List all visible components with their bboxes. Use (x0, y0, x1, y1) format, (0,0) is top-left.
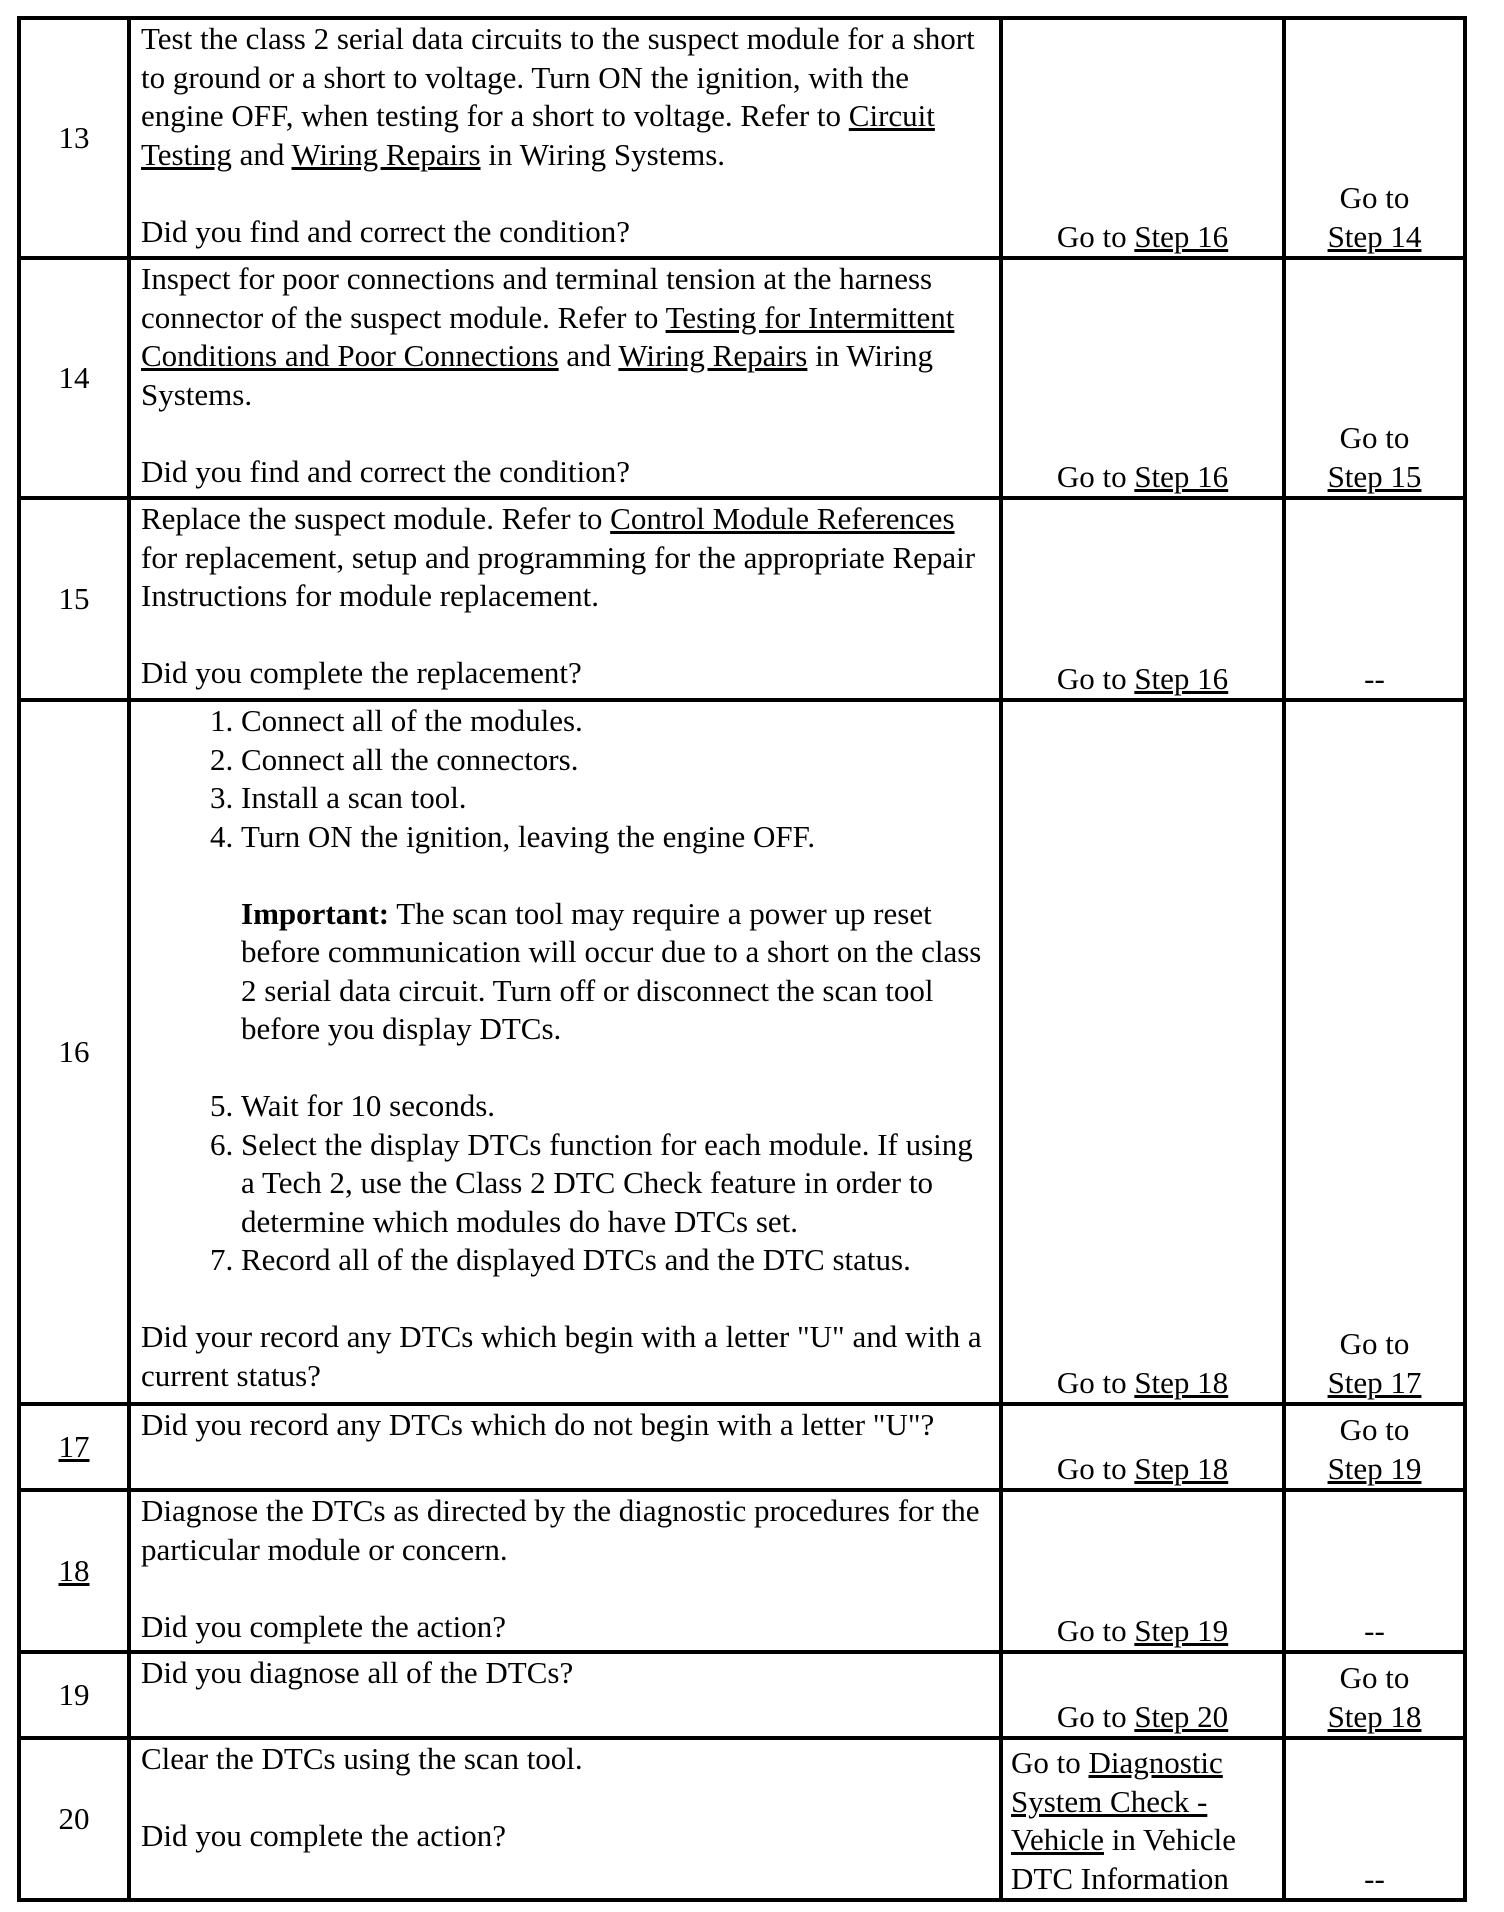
step-action: Replace the suspect module. Refer to Control Module References for replacement, setup and programming for the appropriate Repair Instructions for module replacement. Did you complete the replacement? (129, 498, 1001, 700)
step-yes: Go to Step 20 (1001, 1652, 1284, 1738)
important-note: Important: The scan tool may require a power up reset before communication will occur due to a short on the class 2 serial data circuit. Turn off or disconnect the scan tool before you display DTCs. (241, 895, 982, 1046)
step-action (129, 700, 1001, 1404)
link-step-18[interactable]: Step 18 (1327, 1698, 1422, 1734)
table-row (19, 1404, 1465, 1490)
step-question: Did you find and correct the condition? (141, 213, 630, 249)
link-step-16[interactable]: Step 16 (1134, 218, 1229, 254)
step-no: -- (1284, 1490, 1465, 1652)
step-action: Test the class 2 serial data circuits to the suspect module for a short to ground or a short to voltage. Turn ON the ignition, with the engine OFF, when testing for a short to voltage. Refer to Circuit Testing and Wiring Repairs in Wiring Systems. Did you find and correct the condition? (129, 18, 1001, 258)
table-row (19, 498, 1465, 700)
step-no: Go to Step 14 (1284, 18, 1465, 258)
link-step-19[interactable]: Step 19 (1134, 1612, 1229, 1648)
link-step-17[interactable]: Step 17 (1327, 1364, 1422, 1400)
step-question: Did you complete the action? (141, 1818, 506, 1853)
link-wiring-repairs[interactable]: Wiring Repairs (618, 338, 808, 373)
step-yes: Go to Step 16 (1001, 498, 1284, 700)
step-action (129, 1404, 1001, 1490)
step-number: 19 (19, 1652, 129, 1738)
step-no: -- (1284, 498, 1465, 700)
step-no: -- (1284, 1738, 1465, 1900)
step-number: 14 (19, 258, 129, 498)
link-step-15[interactable]: Step 15 (1327, 458, 1422, 494)
step-yes: Go to Step 19 (1001, 1490, 1284, 1652)
link-step-20[interactable]: Step 20 (1134, 1698, 1229, 1734)
step-no: Go to Step 18 (1284, 1652, 1465, 1738)
step-question: Did you record any DTCs which do not begin with a letter "U"? (141, 1407, 935, 1442)
step-question: Did you diagnose all of the DTCs? (141, 1655, 574, 1690)
link-step-18[interactable]: Step 18 (1134, 1364, 1229, 1400)
link-wiring-repairs[interactable]: Wiring Repairs (291, 136, 481, 172)
link-step-number[interactable]: 18 (58, 1552, 90, 1588)
step-yes: Go to Diagnostic System Check - Vehicle in Vehicle DTC Information (1001, 1738, 1284, 1900)
list-item: 4. Turn ON the ignition, leaving the engine OFF. Important: The scan tool may require a power up reset before communication will occur due to a short on the class 2 serial data circuit. Turn off or disconnect the scan tool before you display DTCs. (241, 818, 991, 1049)
diagnostic-table (17, 16, 1467, 1902)
step-question: Did your record any DTCs which begin with a letter "U" and with a current status? (141, 1319, 982, 1393)
link-control-module-references[interactable]: Control Module References (610, 501, 955, 536)
link-step-16[interactable]: Step 16 (1134, 660, 1229, 696)
step-action: Diagnose the DTCs as directed by the diagnostic procedures for the particular module or concern. Did you complete the action? (129, 1490, 1001, 1652)
procedure-list (141, 702, 991, 1049)
link-step-number[interactable]: 17 (58, 1428, 90, 1464)
table-row (19, 1738, 1465, 1900)
list-item: 1. Connect all of the modules. (241, 702, 991, 741)
step-question: Did you find and correct the condition? (141, 453, 630, 489)
step-question: Did you complete the action? (141, 1608, 506, 1644)
list-item: 5. Wait for 10 seconds. (241, 1087, 991, 1126)
step-no: Go to Step 17 (1284, 700, 1465, 1404)
step-number: 16 (19, 700, 129, 1404)
step-no: Go to Step 19 (1284, 1404, 1465, 1490)
step-action (129, 1652, 1001, 1738)
procedure-list (141, 1087, 991, 1280)
step-yes: Go to Step 16 (1001, 258, 1284, 498)
step-yes: Go to Step 18 (1001, 1404, 1284, 1490)
list-item: 3. Install a scan tool. (241, 779, 991, 818)
step-no: Go to Step 15 (1284, 258, 1465, 498)
table-row (19, 1652, 1465, 1738)
table-row (19, 700, 1465, 1404)
step-action: Clear the DTCs using the scan tool. Did you complete the action? (129, 1738, 1001, 1900)
step-yes: Go to Step 18 (1001, 700, 1284, 1404)
link-step-18[interactable]: Step 18 (1134, 1450, 1229, 1486)
step-number: 15 (19, 498, 129, 700)
table-row (19, 1490, 1465, 1652)
table-row (19, 258, 1465, 498)
list-item: 7. Record all of the displayed DTCs and the DTC status. (241, 1241, 991, 1280)
step-yes: Go to Step 16 (1001, 18, 1284, 258)
list-item: 2. Connect all the connectors. (241, 741, 991, 780)
link-step-14[interactable]: Step 14 (1327, 218, 1422, 254)
step-action: Inspect for poor connections and terminal tension at the harness connector of the suspect module. Refer to Testing for Intermittent Conditions and Poor Connections and Wiring Repairs in Wiring Systems. Did you find and correct the condition? (129, 258, 1001, 498)
step-number: 20 (19, 1738, 129, 1900)
link-step-19[interactable]: Step 19 (1327, 1450, 1422, 1486)
table-row (19, 18, 1465, 258)
step-number: 13 (19, 18, 129, 258)
step-number (19, 1404, 129, 1490)
step-question: Did you complete the replacement? (141, 655, 582, 690)
link-testing-intermittent[interactable]: Testing for Intermittent Conditions and Poor Connections (141, 299, 955, 373)
link-diagnostic-system-check[interactable]: Diagnostic System Check - Vehicle (1011, 1745, 1223, 1857)
link-circuit-testing[interactable]: Circuit Testing (141, 98, 935, 172)
link-step-16[interactable]: Step 16 (1134, 458, 1229, 494)
list-item: 6. Select the display DTCs function for each module. If using a Tech 2, use the Class 2 DTC Check feature in order to determine which modules do have DTCs set. (241, 1126, 991, 1242)
step-number (19, 1490, 129, 1652)
